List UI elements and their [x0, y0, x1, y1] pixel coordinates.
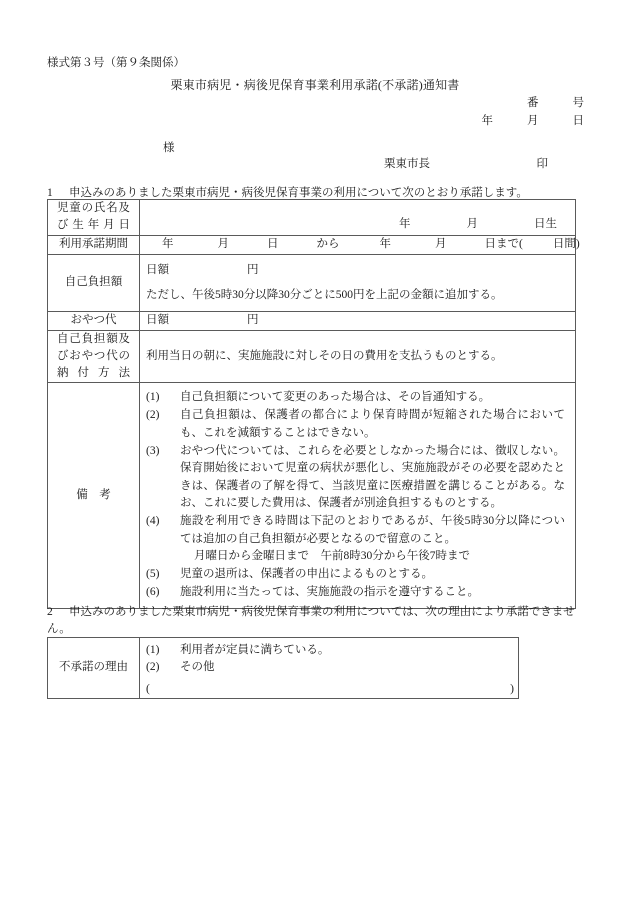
reason-text: その他: [180, 661, 215, 674]
section-2-text: 申込みのありました栗東市病児・病後児保育事業の利用については、次の理由により承諾できません。: [47, 606, 575, 635]
remark-text: 自己負担額について変更のあった場合は、その旨通知する。: [180, 391, 491, 404]
remark-marker: (5): [146, 567, 160, 580]
addressee-suffix: 様: [163, 142, 175, 154]
period-from-month: 月: [217, 238, 229, 251]
label-payment-method: 自己負担額及びおやつ代の納付方法: [48, 330, 140, 383]
value-payment-method: [140, 330, 576, 383]
remark-marker: (3): [146, 444, 160, 457]
value-self-payment[interactable]: [140, 254, 576, 311]
number-label-gou: 号: [572, 97, 584, 109]
self-payment-daily-label: 日額: [146, 263, 169, 276]
list-item[interactable]: [146, 659, 512, 676]
table-row-remarks: [48, 383, 576, 609]
reason-marker: (1): [146, 644, 160, 656]
value-approval-period[interactable]: [140, 235, 580, 254]
document-date-line: [482, 113, 585, 130]
document-title: 栗東市病児・病後児保育事業利用承諾(不承諾)通知書: [170, 78, 460, 92]
table-row-rejection-reason: [48, 638, 519, 699]
section-1-text: 申込みのありました栗東市病児・病後児保育事業の利用について次のとおり承諾します。: [69, 187, 528, 199]
issuer-line: [384, 156, 548, 173]
child-year-label: 年: [399, 217, 411, 230]
period-to-day: 日まで(: [484, 238, 523, 251]
reason-marker: (2): [146, 661, 160, 674]
other-reason-input-line[interactable]: [140, 681, 518, 698]
remark-marker: (1): [146, 391, 160, 404]
child-daybirth-label: 日生: [534, 217, 557, 230]
label-remarks: 備 考: [48, 383, 140, 609]
table-row-self-payment: [48, 254, 576, 311]
label-self-payment: 自己負担額: [48, 254, 140, 311]
label-approval-period: 利用承諾期間: [48, 235, 140, 254]
list-item: [146, 407, 565, 442]
approval-table: [47, 199, 580, 609]
value-snack-fee[interactable]: [140, 311, 576, 330]
remark-marker: (6): [146, 585, 160, 598]
list-item: [146, 443, 565, 513]
value-child-name-birthdate[interactable]: [140, 200, 576, 236]
remark-text: 施設利用に当たっては、実施施設の指示を遵守すること。: [180, 585, 479, 598]
section-2-heading: [47, 604, 592, 637]
value-remarks: [140, 383, 576, 609]
list-item: [146, 584, 565, 601]
rejection-reason-table: [47, 637, 519, 699]
period-from-year: 年: [162, 238, 174, 251]
self-payment-yen-unit: 円: [247, 263, 259, 276]
table-row-period: [48, 235, 576, 254]
issuer-name: 栗東市長: [384, 158, 430, 170]
section-2-index: 2: [47, 606, 53, 618]
remarks-list: [140, 383, 575, 608]
period-from-day: 日: [267, 238, 279, 251]
form-number: 様式第３号（第９条関係）: [47, 57, 185, 69]
remark-text: 自己負担額は、保護者の都合により保育時間が短縮された場合においても、これを減額することはできない。: [180, 409, 565, 439]
label-rejection-reason: 不承諾の理由: [48, 638, 140, 699]
seal-mark: 印: [536, 158, 548, 170]
close-paren: ): [510, 682, 514, 695]
list-item: [146, 566, 565, 583]
remark-subtext: 月曜日から金曜日まで 午前8時30分から午後7時まで: [194, 549, 470, 562]
table-row-child-name: [48, 200, 576, 236]
period-to-month: 月: [435, 238, 447, 251]
date-year-label: 年: [481, 115, 493, 127]
date-day-label: 日: [572, 115, 584, 127]
snack-yen-unit: 円: [247, 314, 259, 327]
period-from-word: から: [316, 238, 340, 251]
period-days-count: 日間): [552, 238, 580, 251]
rejection-reason-list: [140, 638, 518, 681]
reason-text: 利用者が定員に満ちている。: [180, 644, 330, 656]
remark-text: おやつ代については、これらを必要としなかった場合には、徴収しない。保育開始後において児童の病状が悪化し、実施施設がその必要を認めたときは、保護者の了解を得て、当該児童に医療措置を講じることがある。なお、これに要した費用は、保護者が別途負担するものとする。: [180, 444, 565, 510]
period-to-year: 年: [379, 238, 391, 251]
remark-text: 施設を利用できる時間は下記のとおりであるが、午後5時30分以降については追加の自己負担額が必要となるので留意のこと。: [180, 515, 565, 545]
list-item[interactable]: [146, 642, 512, 659]
label-child-name-birthdate: 児童の氏名及び生年月日: [48, 200, 140, 236]
number-label-ban: 番: [527, 97, 539, 109]
remark-text: 児童の退所は、保護者の申出によるものとする。: [180, 567, 433, 580]
document-number-line: [527, 95, 584, 112]
table-row-payment-method: [48, 330, 576, 383]
remark-marker: (2): [146, 409, 160, 422]
child-month-label: 月: [466, 217, 478, 230]
list-item: [146, 389, 565, 406]
payment-method-text: 利用当日の朝に、実施施設に対しその日の費用を支払うものとする。: [146, 350, 503, 363]
list-item: [146, 513, 565, 565]
self-payment-note: ただし、午後5時30分以降30分ごとに500円を上記の金額に追加する。: [146, 288, 503, 301]
section-1-index: 1: [47, 187, 53, 199]
value-rejection-reason[interactable]: [140, 638, 519, 699]
remark-marker: (4): [146, 515, 160, 528]
table-row-snack-fee: [48, 311, 576, 330]
date-month-label: 月: [527, 115, 539, 127]
label-snack-fee: おやつ代: [48, 311, 140, 330]
snack-daily-label: 日額: [146, 314, 169, 327]
open-paren: (: [146, 682, 150, 695]
